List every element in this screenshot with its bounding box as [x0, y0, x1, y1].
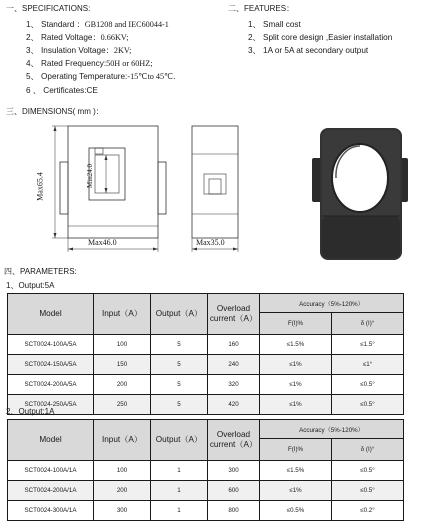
spec-item-standard: 1、 Standard ：GB1208 and IEC60044-1: [26, 20, 169, 29]
feature-item: 3、 1A or 5A at secondary output: [248, 46, 369, 55]
col-header-accuracy: Accuracy（5%-120%）: [260, 294, 404, 313]
table-row: SCT0024-200A/5A 200 5 320 ≤1% ≤0.5°: [8, 375, 404, 395]
product-photo: [300, 118, 420, 266]
col-header-overload: Overload current（A）: [208, 294, 260, 335]
col-header-overload: Overload current（A）: [208, 420, 260, 461]
table-row: SCT0024-100A/1A 100 1 300 ≤1.5% ≤0.5°: [8, 461, 404, 481]
col-header-f: F(I)%: [260, 313, 332, 335]
col-header-model: Model: [8, 294, 94, 335]
col-header-model: Model: [8, 420, 94, 461]
col-header-output: Output（A）: [151, 420, 208, 461]
feature-item: 1、 Small cost: [248, 20, 301, 29]
col-header-delta: δ (I)°: [332, 313, 404, 335]
features-heading: 二、FEATURES：: [228, 4, 295, 13]
col-header-delta: δ (I)°: [332, 439, 404, 461]
specifications-heading: 一、SPECIFICATIONS:: [6, 4, 91, 13]
col-header-output: Output（A）: [151, 294, 208, 335]
parameters-table-1a: [7, 419, 404, 521]
table-row: SCT0024-250A/5A 250 5 420 ≤1% ≤0.5°: [8, 395, 404, 415]
dimension-inner-size: Min24.0: [86, 164, 94, 188]
table1-title: 1、Output:5A: [6, 281, 55, 290]
parameters-table-5a: [7, 293, 404, 415]
spec-item-rated-frequency: 4、 Rated Frequency:50H or 60HZ;: [26, 59, 153, 68]
feature-item: 2、 Split core design ,Easier installation: [248, 33, 393, 42]
spec-item-rated-voltage: 2、 Rated Voltage：0.66KV;: [26, 33, 129, 42]
dimension-max-height: Max65.4: [35, 172, 45, 201]
table-row: SCT0024-100A/5A 100 5 160 ≤1.5% ≤1.5°: [8, 335, 404, 355]
table-row: SCT0024-300A/1A 300 1 800 ≤0.5% ≤0.2°: [8, 501, 404, 521]
table2-title: 2、Output:1A: [6, 407, 55, 416]
parameters-heading: 四、PARAMETERS:: [4, 267, 77, 276]
dimensions-heading: 三、DIMENSIONS( mm )：: [6, 107, 104, 116]
spec-item-insulation-voltage: 3、 Insulation Voltage：2KV;: [26, 46, 132, 55]
table-row: SCT0024-200A/1A 200 1 600 ≤1% ≤0.5°: [8, 481, 404, 501]
col-header-input: Input（A）: [94, 294, 151, 335]
col-header-input: Input（A）: [94, 420, 151, 461]
col-header-accuracy: Accuracy（5%-120%）: [260, 420, 404, 439]
col-header-f: F(I)%: [260, 439, 332, 461]
table-row: SCT0024-150A/5A 150 5 240 ≤1% ≤1°: [8, 355, 404, 375]
dimension-max-depth: Max35.0: [196, 238, 225, 247]
spec-item-certificates: 6 、 Certificates:CE: [26, 86, 98, 95]
spec-item-operating-temperature: 5、 Operating Temperature:-15℃to 45℃.: [26, 72, 176, 81]
dimension-max-width: Max46.0: [88, 238, 117, 247]
